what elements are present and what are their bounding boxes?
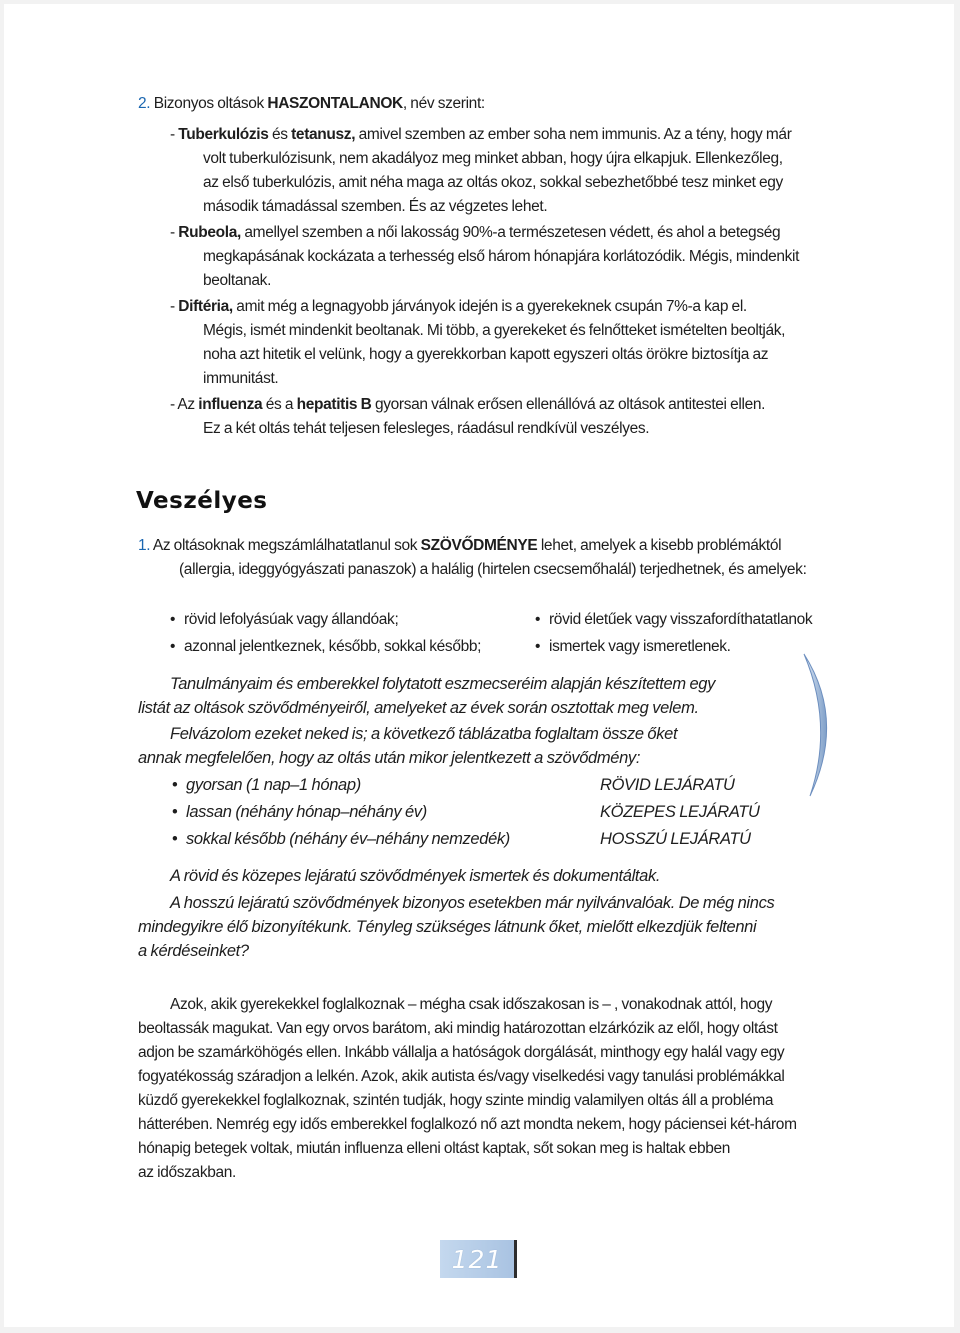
rubeola-dash: - (170, 224, 179, 241)
rubeola-line3: beoltanak. (203, 272, 272, 289)
italic1-line2: listát az oltások szövődményeiről, amelyeket az évek során osztottak meg velem. (138, 699, 699, 717)
influenza-text-2: és a (262, 396, 297, 413)
table-row-time: • lassan (néhány hónap–néhány év) (186, 800, 427, 824)
section1-number: 1. (138, 537, 151, 554)
influenza-text-3: gyorsan válnak erősen ellenállóvá az oltások antitestei ellen. (371, 396, 766, 413)
tb-bold-2: tetanusz, (291, 126, 356, 143)
body-line: az időszakban. (138, 1164, 236, 1181)
section1-line1 (138, 534, 781, 558)
tb-text-2: amivel szemben az ember soha nem immunis. Az a tény, hogy már (355, 126, 792, 143)
diphtheria-line3: noha azt hitetik el velünk, hogy a gyerekkorban kapott egyszeri oltás örökre biztosítja az (203, 346, 769, 363)
body-line: beoltassák magukat. Van egy orvos barátom, aki mindig határozottan elzárkózik az elől, hogy oltást (138, 1020, 778, 1037)
diphtheria-bold: Diftéria, (178, 298, 233, 315)
tb-line4: második támadással szemben. És az végzetes lehet. (203, 198, 548, 215)
influenza-bold-2: hepatitis B (296, 396, 372, 413)
italic2-line4: a kérdéseinket? (138, 942, 249, 960)
influenza-line1 (170, 393, 765, 417)
italic1-line1: Tanulmányaim és emberekkel folytatott eszmecseréim alapján készítettem egy (170, 675, 715, 693)
section2-intro-a: Bizonyos oltások (153, 95, 268, 112)
diphtheria-line2: Mégis, ismét mindenkit beoltanak. Mi több, a gyerekeket és felnőtteket ismételten beoltják, (203, 322, 786, 339)
body-line: fogyatékosság száradjon a lelkén. Azok, akik autista és/vagy viselkedési vagy tanulási problémákkal (138, 1068, 785, 1085)
bullet-left-1: • rövid lefolyásúak vagy állandóak; (184, 608, 398, 632)
italic1-line4: annak megfelelően, hogy az oltás után mikor jelentkezett a szövődmény: (138, 749, 641, 767)
tb-dash: - (170, 126, 179, 143)
section1-text-1: Az oltásoknak megszámlálhatatlanul sok (150, 537, 421, 554)
italic2-line2: A hosszú lejáratú szövődmények bizonyos esetekben már nyilvánvalóak. De még nincs (170, 894, 775, 912)
section1-text-2: lehet, amelyek a kisebb problémáktól (537, 537, 782, 554)
diphtheria-line4: immunitást. (203, 370, 279, 387)
page-number-badge (440, 1240, 517, 1278)
bullet-right-1: • rövid életűek vagy visszafordíthatatlanok (549, 608, 812, 632)
influenza-text-1: - Az (170, 396, 199, 413)
diphtheria-dash: - (170, 298, 179, 315)
table-row-type: HOSSZÚ LEJÁRATÚ (600, 830, 751, 848)
italic2-line1: A rövid és közepes lejáratú szövődmények ismertek és dokumentáltak. (170, 867, 661, 885)
tb-text-1: és (268, 126, 292, 143)
diphtheria-text: amit még a legnagyobb járványok idején is a gyerekeknek csupán 7%-a kap el. (232, 298, 747, 315)
rubeola-bold: Rubeola, (178, 224, 241, 241)
influenza-bold-1: influenza (198, 396, 263, 413)
tb-line3: az első tuberkulózis, amit néha maga az oltás okoz, sokkal sebezhetőbbé tesz minket egy (203, 174, 783, 191)
section1-line2: (allergia, ideggyógyászati panaszok) a halálig (hirtelen csecsemőhalál) terjedhetnek, és amelyek: (179, 561, 807, 578)
tb-line1 (170, 123, 792, 147)
section2-intro-c: , név szerint: (402, 95, 485, 112)
section-heading: Veszélyes (136, 488, 268, 514)
bullet-left-2: • azonnal jelentkeznek, később, sokkal később; (184, 635, 481, 659)
rubeola-text: amellyel szemben a női lakosság 90%-a természetesen védett, és ahol a betegség (240, 224, 781, 241)
bullet-right-2: • ismertek vagy ismeretlenek. (549, 635, 731, 659)
rubeola-line2: megkapásának kockázata a terhesség első három hónapjára korlátozódik. Mégis, mindenkit (203, 248, 800, 265)
rubeola-line1 (170, 221, 780, 245)
body-line: hátterében. Nemrég egy idős emberekkel foglalkozó nő azt mondta nekem, hogy páciensei két-három (138, 1116, 797, 1133)
section2-intro-bold: HASZONTALANOK (267, 95, 403, 112)
body-line: hónapig betegek voltak, miután influenza elleni oltást kaptak, sőt sokan meg is haltak ebben (138, 1140, 731, 1157)
italic1-line3: Felvázolom ezeket neked is; a következő táblázatba foglaltam össze őket (170, 725, 678, 743)
table-row-type: RÖVID LEJÁRATÚ (600, 776, 735, 794)
diphtheria-line1 (170, 295, 747, 319)
section2-number: 2. (138, 95, 151, 112)
table-row-type: KÖZEPES LEJÁRATÚ (600, 803, 760, 821)
table-row-time: • sokkal később (néhány év–néhány nemzedék) (186, 827, 510, 851)
table-row-time: • gyorsan (1 nap–1 hónap) (186, 773, 361, 797)
influenza-line2: Ez a két oltás tehát teljesen felesleges, ráadásul rendkívül veszélyes. (203, 420, 650, 437)
italic2-line3: mindegyikre élő bizonyítékunk. Tényleg szükséges látnunk őket, mielőtt elkezdjük feltenni (138, 918, 757, 936)
page-number: 121 (451, 1245, 503, 1274)
decorative-bracket-icon (800, 650, 844, 800)
body-line: küzdő gyerekekkel foglalkoznak, szintén tudják, hogy szinte mindig valamilyen oltás áll a probléma (138, 1092, 774, 1109)
section1-bold: SZÖVŐDMÉNYE (420, 537, 538, 554)
tb-line2: volt tuberkulózisunk, nem akadályoz meg minket abban, hogy újra elkapjuk. Ellenkezőleg, (203, 150, 783, 167)
body-line: Azok, akik gyerekekkel foglalkoznak – mégha csak időszakosan is – , vonakodnak attól, hogy (170, 996, 773, 1013)
tb-bold-1: Tuberkulózis (178, 126, 269, 143)
body-line: adjon be szamárköhögés ellen. Inkább vállalja a hatóságok dorgálását, minthogy egy halál vagy egy (138, 1044, 785, 1061)
section2-intro (138, 92, 485, 116)
